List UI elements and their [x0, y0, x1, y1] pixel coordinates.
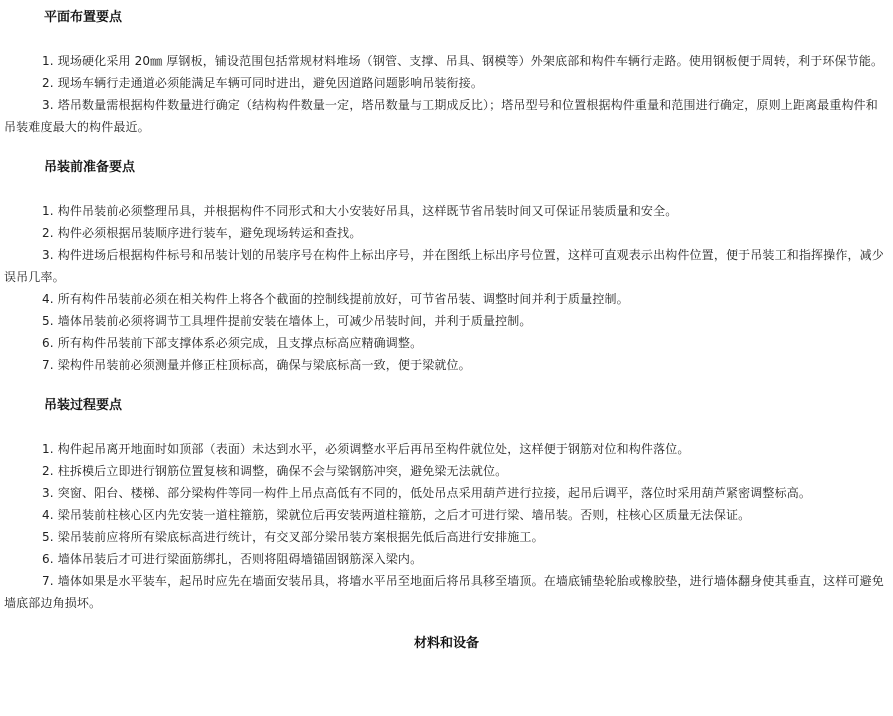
paragraph: 5. 墙体吊装前必须将调节工具埋件提前安装在墙体上，可减少吊装时间，并利于质量控制。 [42, 314, 532, 328]
paragraph: 1. 构件吊装前必须整理吊具，并根据构件不同形式和大小安装好吊具，这样既节省吊装时间又可保证吊装质量和安全。 [42, 204, 678, 218]
paragraph: 3. 构件进场后根据构件标号和吊装计划的吊装序号在构件上标出序号，并在图纸上标出序号位置，这样可直观表示出构件位置，便于吊装工和指挥操作，减少误吊几率。 [4, 248, 884, 284]
section-heading-hoisting-process: 吊装过程要点 [44, 398, 123, 413]
paragraph: 2. 现场车辆行走通道必须能满足车辆可同时进出，避免因道路问题影响吊装衔接。 [42, 76, 483, 90]
section-preparation [4, 158, 889, 376]
paragraph: 6. 所有构件吊装前下部支撑体系必须完成，且支撑点标高应精确调整。 [42, 336, 423, 350]
paragraph: 1. 现场硬化采用 20㎜ 厚钢板，铺设范围包括常规材料堆场（钢管、支撑、吊具、钢模等）外架底部和构件车辆行走路。使用钢板便于周转，利于环保节能。 [42, 54, 884, 68]
paragraph: 3. 塔吊数量需根据构件数量进行确定（结构构件数量一定，塔吊数量与工期成反比）；塔吊型号和位置根据构件重量和范围进行确定，原则上距离最重构件和吊装难度最大的构件最近。 [4, 98, 878, 134]
paragraph: 4. 梁吊装前柱核心区内先安装一道柱箍筋，梁就位后再安装两道柱箍筋，之后才可进行梁、墙吊装。否则，柱核心区质量无法保证。 [42, 508, 751, 522]
paragraph: 7. 梁构件吊装前必须测量并修正柱顶标高，确保与梁底标高一致，便于梁就位。 [42, 358, 471, 372]
section-heading-layout: 平面布置要点 [44, 10, 123, 25]
paragraph: 5. 梁吊装前应将所有梁底标高进行统计，有交叉部分梁吊装方案根据先低后高进行安排施工。 [42, 530, 544, 544]
paragraph: 6. 墙体吊装后才可进行梁面筋绑扎，否则将阻碍墙锚固钢筋深入梁内。 [42, 552, 423, 566]
paragraph: 2. 柱拆模后立即进行钢筋位置复核和调整，确保不会与梁钢筋冲突，避免梁无法就位。 [42, 464, 508, 478]
paragraph: 7. 墙体如果是水平装车，起吊时应先在墙面安装吊具，将墙水平吊至地面后将吊具移至墙顶。在墙底铺垫轮胎或橡胶垫，进行墙体翻身使其垂直，这样可避免墙底部边角损坏。 [4, 574, 884, 610]
paragraph: 1. 构件起吊离开地面时如顶部（表面）未达到水平，必须调整水平后再吊至构件就位处，这样便于钢筋对位和构件落位。 [42, 442, 690, 456]
section-heading-materials: 材料和设备 [413, 636, 479, 651]
section-hoisting-process [4, 396, 889, 614]
paragraph: 4. 所有构件吊装前必须在相关构件上将各个截面的控制线提前放好，可节省吊装、调整时间并利于质量控制。 [42, 292, 629, 306]
section-heading-preparation: 吊装前准备要点 [44, 160, 136, 175]
section-layout [4, 8, 889, 138]
paragraph: 2. 构件必须根据吊装顺序进行装车，避免现场转运和查找。 [42, 226, 362, 240]
paragraph: 3. 突窗、阳台、楼梯、部分梁构件等同一构件上吊点高低有不同的，低处吊点采用葫芦进行拉接，起吊后调平，落位时采用葫芦紧密调整标高。 [42, 486, 812, 500]
